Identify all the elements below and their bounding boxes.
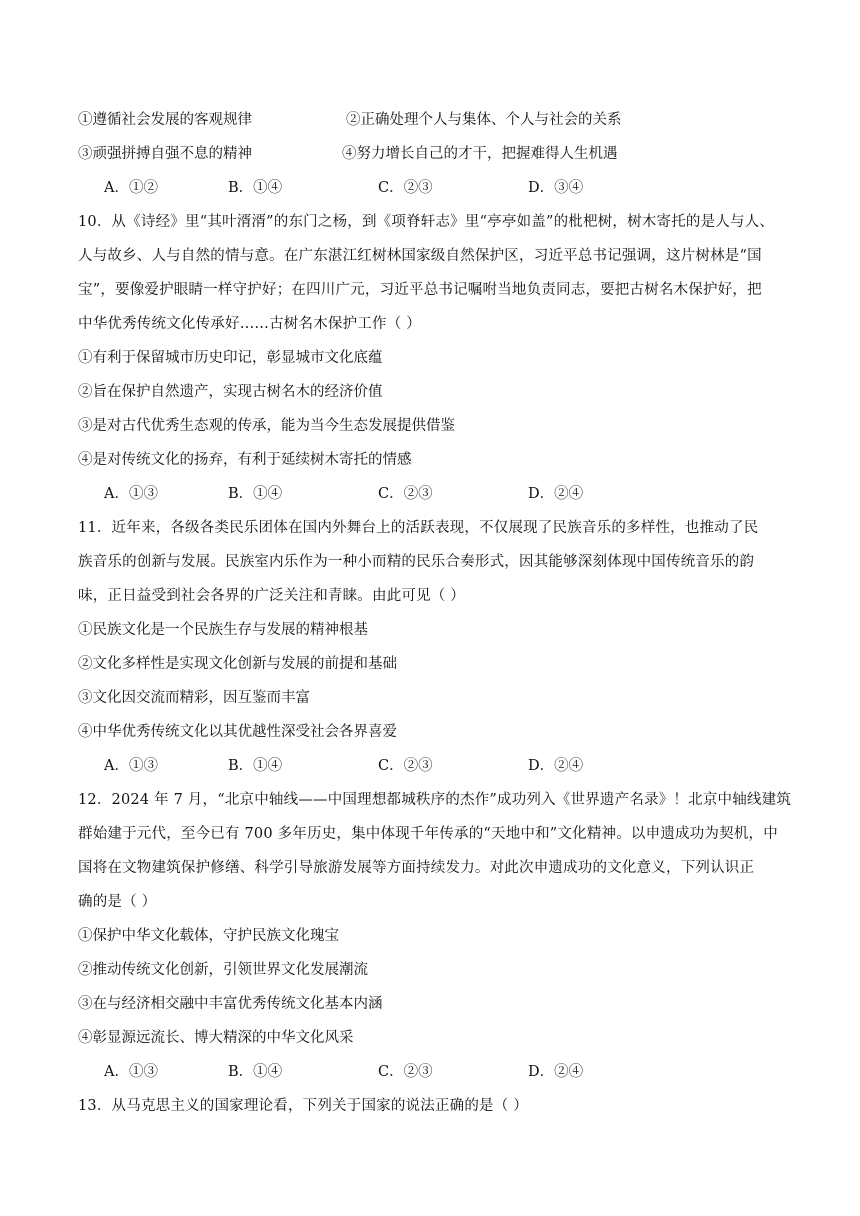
q11-statement-4: ④中华优秀传统文化以其优越性深受社会各界喜爱	[78, 724, 397, 740]
q10-statement-1: ①有利于保留城市历史印记，彰显城市文化底蕴	[78, 350, 383, 366]
q12-text-line-3: 国将在文物建筑保护修缮、科学引导旅游发展等方面持续发力。对此次申遗成功的文化意义，下列认识正	[78, 860, 755, 876]
q10-statement-4: ④是对传统文化的扬弃，有利于延续树木寄托的情感	[78, 452, 412, 468]
q10-option-d[interactable]: D．②④	[528, 486, 584, 502]
q12-text-line-4: 确的是（ ）	[78, 894, 157, 910]
q11-statement-3: ③文化因交流而精彩，因互鉴而丰富	[78, 690, 310, 706]
q12-statement-2: ②推动传统文化创新，引领世界文化发展潮流	[78, 962, 368, 978]
q9-option-d[interactable]: D．③④	[528, 180, 584, 196]
q10-text-line-2: 人与故乡、人与自然的情与意。在广东湛江红树林国家级自然保护区，习近平总书记强调，这片树林是“国	[78, 248, 762, 264]
q10-text-line-4: 中华优秀传统文化传承好……古树名木保护工作（ ）	[78, 316, 421, 332]
q11-option-d[interactable]: D．②④	[528, 758, 584, 774]
q9-statement-4: ④努力增长自己的才干，把握难得人生机遇	[342, 146, 618, 162]
q11-option-b[interactable]: B．①④	[228, 758, 283, 774]
q10-statement-3: ③是对古代优秀生态观的传承，能为当今生态发展提供借鉴	[78, 418, 455, 434]
q12-statement-4: ④彰显源远流长、博大精深的中华文化风采	[78, 1030, 354, 1046]
q9-option-c[interactable]: C．②③	[378, 180, 433, 196]
q12-text-line-2: 群始建于元代，至今已有 700 多年历史，集中体现千年传承的“天地中和”文化精神。以申遗成功为契机，中	[78, 826, 778, 842]
q12-statement-3: ③在与经济相交融中丰富优秀传统文化基本内涵	[78, 996, 383, 1012]
q12-option-b[interactable]: B．①④	[228, 1064, 283, 1080]
q9-statement-3: ③顽强拼搏自强不息的精神	[78, 146, 252, 162]
q13-text-line-1: 13．从马克思主义的国家理论看，下列关于国家的说法正确的是（ ）	[78, 1098, 528, 1114]
q11-text-line-3: 味，正日益受到社会各界的广泛关注和青睐。由此可见（ ）	[78, 588, 466, 604]
q12-option-a[interactable]: A．①③	[104, 1064, 158, 1080]
q9-option-b[interactable]: B．①④	[228, 180, 283, 196]
q11-option-c[interactable]: C．②③	[378, 758, 433, 774]
q11-text-line-2: 族音乐的创新与发展。民族室内乐作为一种小而精的民乐合奏形式，因其能够深刻体现中国传统音乐的韵	[78, 554, 755, 570]
q9-statement-2: ②正确处理个人与集体、个人与社会的关系	[346, 112, 622, 128]
q12-text-line-1: 12．2024 年 7 月，“北京中轴线——中国理想都城秩序的杰作”成功列入《世界遗产名录》！北京中轴线建筑	[78, 792, 792, 808]
q11-statement-2: ②文化多样性是实现文化创新与发展的前提和基础	[78, 656, 397, 672]
q12-option-c[interactable]: C．②③	[378, 1064, 433, 1080]
q12-option-d[interactable]: D．②④	[528, 1064, 584, 1080]
q9-option-a[interactable]: A．①②	[104, 180, 158, 196]
q12-statement-1: ①保护中华文化载体，守护民族文化瑰宝	[78, 928, 339, 944]
q11-option-a[interactable]: A．①③	[104, 758, 158, 774]
q10-option-a[interactable]: A．①③	[104, 486, 158, 502]
q10-statement-2: ②旨在保护自然遗产，实现古树名木的经济价值	[78, 384, 383, 400]
q10-text-line-3: 宝”，要像爱护眼睛一样守护好；在四川广元，习近平总书记嘱咐当地负责同志，要把古树名木保护好，把	[78, 282, 762, 298]
q9-statement-1: ①遵循社会发展的客观规律	[78, 112, 252, 128]
q10-text-line-1: 10．从《诗经》里“其叶湑湑”的东门之杨，到《项脊轩志》里“亭亭如盖”的枇杷树，树木寄托的是人与人、	[78, 214, 775, 230]
q10-option-b[interactable]: B．①④	[228, 486, 283, 502]
q10-option-c[interactable]: C．②③	[378, 486, 433, 502]
q11-text-line-1: 11．近年来，各级各类民乐团体在国内外舞台上的活跃表现，不仅展现了民族音乐的多样性，也推动了民	[78, 520, 759, 536]
q11-statement-1: ①民族文化是一个民族生存与发展的精神根基	[78, 622, 368, 638]
